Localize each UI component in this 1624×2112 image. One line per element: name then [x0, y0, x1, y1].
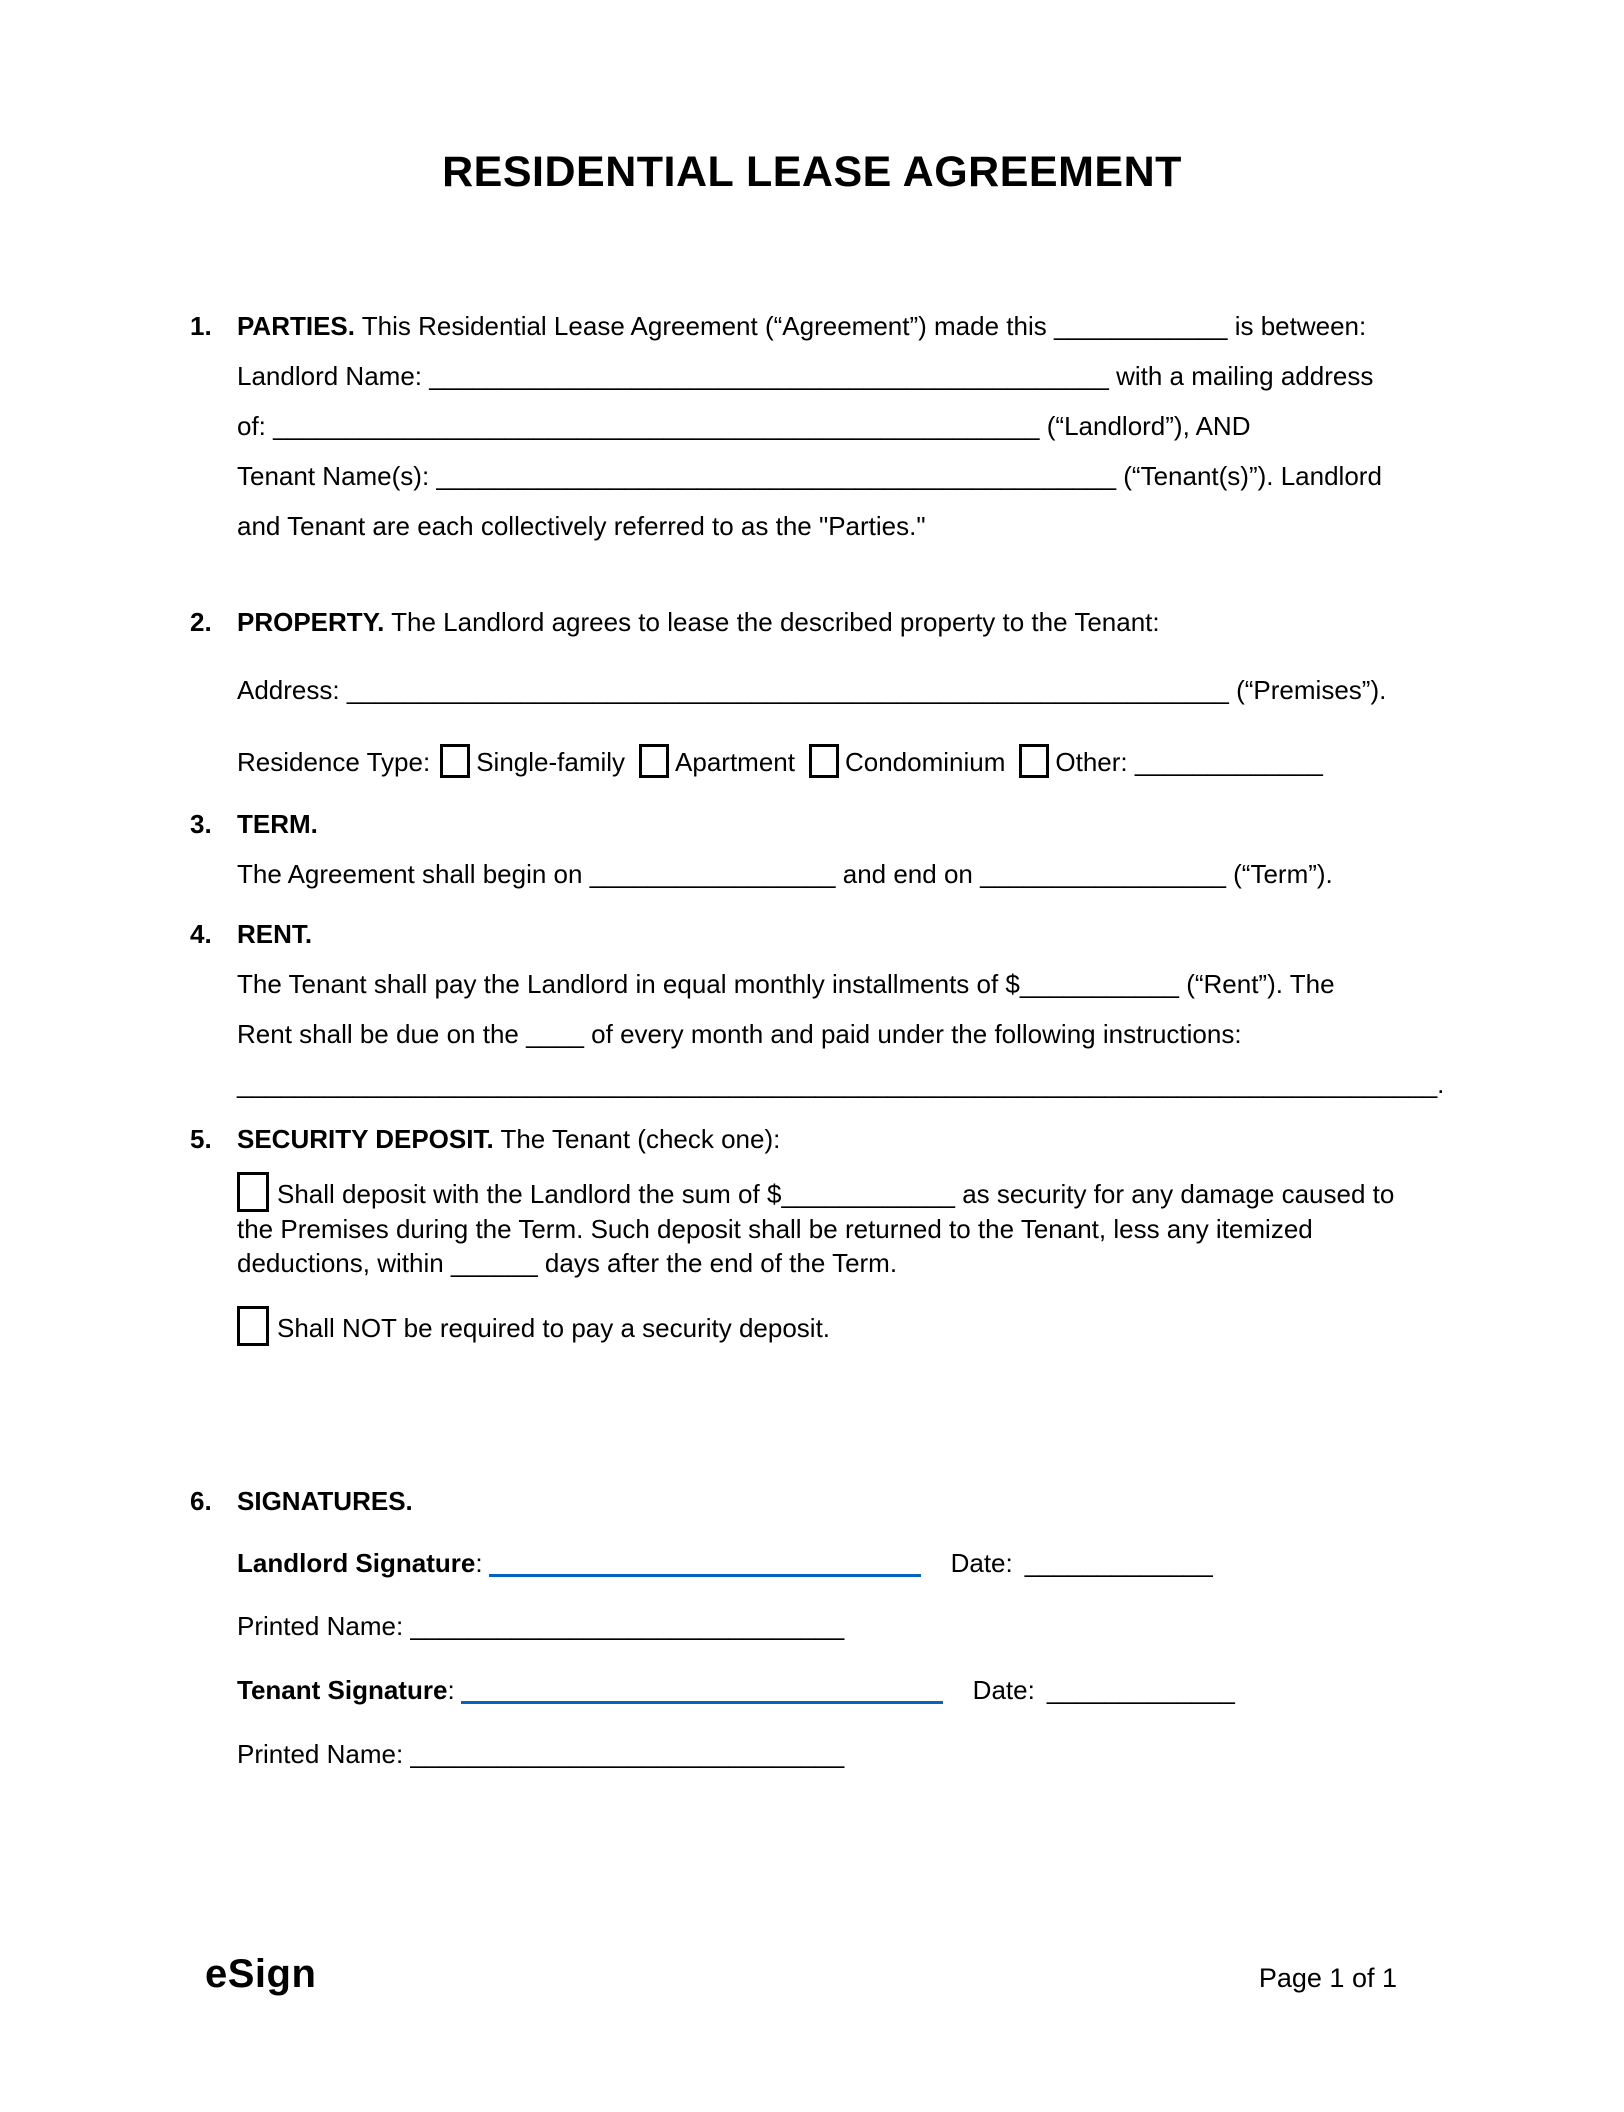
section-heading: SECURITY DEPOSIT.: [237, 1124, 494, 1154]
agreement-date-blank[interactable]: ____________: [1053, 311, 1228, 341]
landlord-printed-name-blank[interactable]: ______________________________: [410, 1611, 845, 1641]
property-address-line: [237, 665, 1438, 715]
document-content: [190, 301, 1445, 1779]
landlord-signature-label: Landlord Signature: [237, 1548, 476, 1578]
tenant-printed-name-blank[interactable]: ______________________________: [410, 1739, 845, 1769]
tenant-printed-name-row: [237, 1729, 1438, 1779]
landlord-address-line: [237, 401, 1438, 451]
landlord-name-label: Landlord Name:: [237, 361, 430, 391]
option-apartment-label: Apartment: [675, 747, 795, 777]
security-intro-text: The Tenant (check one):: [493, 1124, 781, 1154]
parties-intro-line: [237, 301, 1438, 351]
security-opt1-end: days after the end of the Term.: [537, 1248, 898, 1278]
term-body-end: (“Term”).: [1225, 859, 1333, 889]
tenant-date-blank[interactable]: _____________: [1046, 1675, 1235, 1705]
rent-line1-pre: The Tenant shall pay the Landlord in equal monthly installments of $: [237, 969, 1020, 999]
term-body-mid: and end on: [835, 859, 981, 889]
date-label: Date:: [972, 1675, 1035, 1705]
option-other-label: Other:: [1055, 747, 1135, 777]
section-number: 1.: [190, 311, 212, 341]
section-heading: RENT.: [237, 919, 313, 949]
checkbox-condominium[interactable]: [809, 744, 839, 778]
section-heading: PARTIES.: [237, 311, 355, 341]
landlord-name-end: with a mailing address: [1108, 361, 1374, 391]
rent-due-day-blank[interactable]: ____: [526, 1019, 584, 1049]
checkbox-apartment[interactable]: [639, 744, 669, 778]
section-property: [190, 597, 1438, 787]
landlord-date-blank[interactable]: _____________: [1024, 1548, 1213, 1578]
payment-instructions-blank-line[interactable]: ___________________________________________________________________________________.: [237, 1069, 1445, 1099]
term-begin-date-blank[interactable]: _________________: [589, 859, 836, 889]
tenant-name-label: Tenant Name(s):: [237, 461, 437, 491]
checkbox-no-deposit[interactable]: [237, 1306, 269, 1346]
section-number: 4.: [190, 919, 212, 949]
address-end: (“Premises”).: [1228, 675, 1387, 705]
rent-line2-pre: Rent shall be due on the: [237, 1019, 527, 1049]
section-number: 3.: [190, 809, 212, 839]
security-option-deposit: [237, 1172, 1412, 1280]
term-body-pre: The Agreement shall begin on: [237, 859, 590, 889]
tenant-signature-row: [237, 1665, 1438, 1715]
checkbox-other[interactable]: [1019, 744, 1049, 778]
landlord-signature-field[interactable]: [489, 1574, 921, 1577]
section-rent: [190, 909, 1445, 1109]
rent-line1-end: (“Rent”). The: [1178, 969, 1335, 999]
section-security-deposit: [190, 1114, 1438, 1346]
page-number-label: Page 1 of 1: [1258, 1963, 1397, 1993]
term-body-line: [237, 849, 1438, 899]
parties-closing-line: and Tenant are each collectively referred to as the "Parties.": [237, 511, 926, 541]
security-amount-blank[interactable]: ____________: [781, 1179, 955, 1209]
section-heading: TERM.: [237, 809, 318, 839]
security-days-blank[interactable]: ______: [450, 1248, 538, 1278]
rent-heading-line: [237, 909, 1438, 959]
tenant-name-line: [237, 451, 1438, 501]
section-number: 2.: [190, 607, 212, 637]
date-label: Date:: [950, 1548, 1013, 1578]
term-end-date-blank[interactable]: _________________: [980, 859, 1226, 889]
section-heading: PROPERTY.: [237, 607, 385, 637]
option-single-family-label: Single-family: [476, 747, 626, 777]
tenant-signature-label: Tenant Signature: [237, 1675, 448, 1705]
landlord-printed-name-row: [237, 1601, 1438, 1651]
section-heading: SIGNATURES.: [237, 1486, 413, 1516]
signatures-heading-line: [237, 1476, 1438, 1526]
label-colon: :: [475, 1548, 483, 1578]
security-option-no-deposit: [237, 1306, 1438, 1346]
security-opt2-text: Shall NOT be required to pay a security deposit.: [277, 1313, 831, 1343]
landlord-name-line: [237, 351, 1438, 401]
printed-name-label: Printed Name:: [237, 1739, 411, 1769]
tenant-signature-field[interactable]: [461, 1701, 943, 1704]
residence-type-line: [237, 737, 1438, 787]
landlord-address-end: (“Landlord”), AND: [1039, 411, 1251, 441]
landlord-name-blank[interactable]: _______________________________________________: [429, 361, 1109, 391]
landlord-address-blank[interactable]: _____________________________________________________: [273, 411, 1040, 441]
esign-logo: eSign: [205, 1952, 317, 1996]
checkbox-single-family[interactable]: [440, 744, 470, 778]
security-intro-line: [237, 1114, 1438, 1164]
residence-type-label: Residence Type:: [237, 747, 431, 777]
option-condominium-label: Condominium: [844, 747, 1006, 777]
landlord-address-label: of:: [237, 411, 274, 441]
section-term: [190, 799, 1438, 899]
label-colon: :: [447, 1675, 455, 1705]
rent-line2-end: of every month and paid under the following instructions:: [583, 1019, 1242, 1049]
printed-name-label: Printed Name:: [237, 1611, 411, 1641]
section-number: 6.: [190, 1486, 212, 1516]
rent-line-2: [237, 1009, 1438, 1059]
section-signatures: [190, 1476, 1438, 1779]
section-parties: [190, 301, 1438, 551]
section-number: 5.: [190, 1124, 212, 1154]
rent-amount-blank[interactable]: ___________: [1019, 969, 1179, 999]
address-label: Address:: [237, 675, 347, 705]
tenant-name-end: (“Tenant(s)”). Landlord: [1116, 461, 1382, 491]
rent-line-1: [237, 959, 1438, 1009]
property-intro-text: The Landlord agrees to lease the described property to the Tenant:: [384, 607, 1160, 637]
parties-intro-end: is between:: [1227, 311, 1367, 341]
other-residence-blank[interactable]: _____________: [1134, 747, 1323, 777]
property-intro-line: [237, 597, 1438, 647]
landlord-signature-row: [237, 1538, 1438, 1588]
page-footer: [0, 1952, 1624, 1997]
address-blank[interactable]: _____________________________________________________________: [346, 675, 1229, 705]
checkbox-shall-deposit[interactable]: [237, 1172, 269, 1212]
page-title: RESIDENTIAL LEASE AGREEMENT: [442, 148, 1182, 196]
tenant-name-blank[interactable]: _______________________________________________: [436, 461, 1117, 491]
security-opt1-pre: Shall deposit with the Landlord the sum of $: [277, 1179, 782, 1209]
security-opt1-mid: as security for any damage caused to the Premises during the Term. Such deposit shall be returned to the Tenant, less any itemized deductions, within: [237, 1179, 1395, 1278]
term-heading-line: [237, 799, 1438, 849]
parties-intro-text: This Residential Lease Agreement (“Agreement”) made this: [354, 311, 1054, 341]
